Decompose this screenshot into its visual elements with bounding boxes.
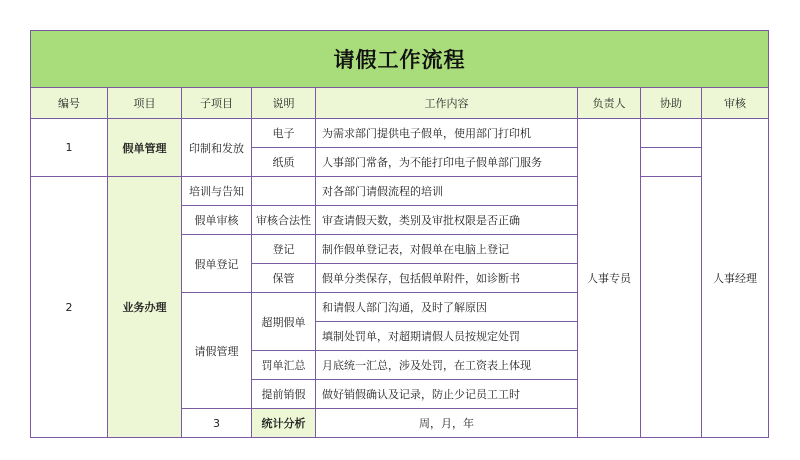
content-cell: 做好销假确认及记录，防止少记员工工时: [316, 380, 578, 409]
content-cell: 和请假人部门沟通，及时了解原因: [316, 293, 578, 322]
table-row: [31, 177, 769, 206]
reviewer-cell: 人事经理: [702, 119, 769, 438]
header-content: 工作内容: [316, 88, 578, 119]
desc-cell: [252, 177, 316, 206]
header-desc: 说明: [252, 88, 316, 119]
project-cell: 业务办理: [108, 177, 182, 438]
desc-cell: 保管: [252, 264, 316, 293]
header-project: 项目: [108, 88, 182, 119]
subproject-cell: 假单审核: [182, 206, 252, 235]
row-number: 2: [31, 177, 108, 438]
workflow-sheet: [30, 30, 768, 438]
desc-cell: 纸质: [252, 148, 316, 177]
subproject-cell: 假单登记: [182, 235, 252, 293]
header-num: 编号: [31, 88, 108, 119]
content-cell: 月底统一汇总，涉及处罚，在工资表上体现: [316, 351, 578, 380]
content-cell: 假单分类保存，包括假单附件，如诊断书: [316, 264, 578, 293]
row-number: 3: [182, 409, 252, 438]
desc-cell: 电子: [252, 119, 316, 148]
content-cell: 审查请假天数，类别及审批权限是否正确: [316, 206, 578, 235]
assist-cell: [641, 177, 702, 438]
header-review: 审核: [702, 88, 769, 119]
content-cell: 制作假单登记表，对假单在电脑上登记: [316, 235, 578, 264]
workflow-table: [30, 30, 769, 438]
content-cell: 对各部门请假流程的培训: [316, 177, 578, 206]
desc-cell: 罚单汇总: [252, 351, 316, 380]
desc-cell: 提前销假: [252, 380, 316, 409]
header-owner: 负责人: [578, 88, 641, 119]
desc-cell: 登记: [252, 235, 316, 264]
project-cell: 假单管理: [108, 119, 182, 177]
desc-cell: 审核合法性: [252, 206, 316, 235]
table-row: [31, 119, 769, 148]
content-cell: 人事部门常备，为不能打印电子假单部门服务: [316, 148, 578, 177]
subproject-cell: 印制和发放: [182, 119, 252, 177]
page-title: 请假工作流程: [31, 31, 769, 88]
header-assist: 协助: [641, 88, 702, 119]
desc-cell: 超期假单: [252, 293, 316, 351]
row-number: 1: [31, 119, 108, 177]
content-cell: 为需求部门提供电子假单，使用部门打印机: [316, 119, 578, 148]
subproject-cell: 培训与告知: [182, 177, 252, 206]
header-row: [31, 88, 769, 119]
assist-cell: [641, 119, 702, 148]
assist-cell: [641, 148, 702, 177]
owner-cell: 人事专员: [578, 119, 641, 438]
content-cell: 填制处罚单，对超期请假人员按规定处罚: [316, 322, 578, 351]
header-subproject: 子项目: [182, 88, 252, 119]
subproject-cell: 请假管理: [182, 293, 252, 409]
project-cell: 统计分析: [252, 409, 316, 438]
subproject-cell: 周，月，年: [316, 409, 578, 438]
